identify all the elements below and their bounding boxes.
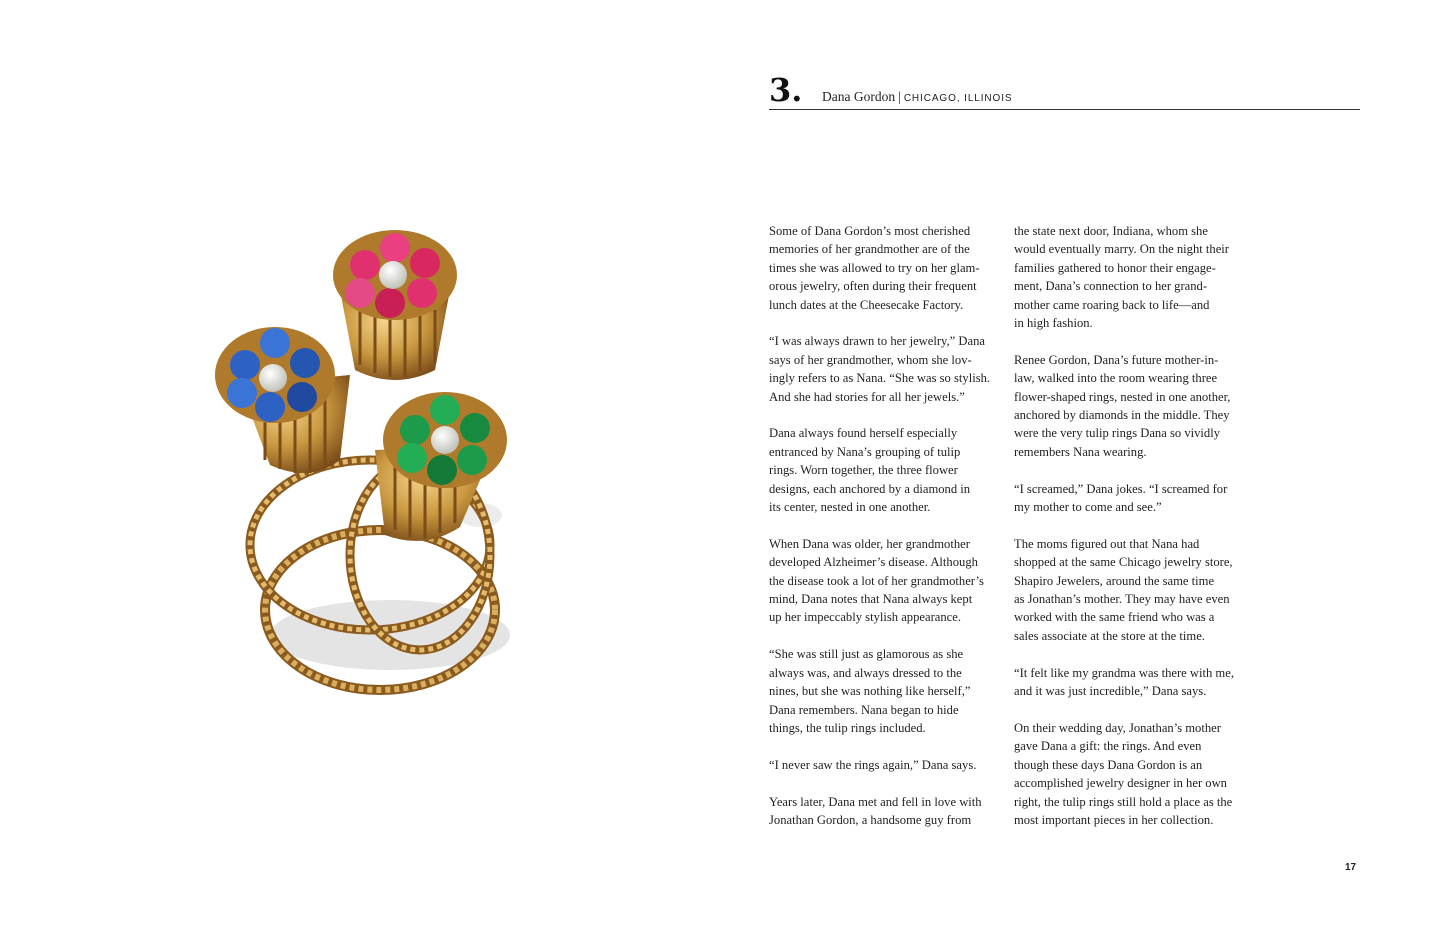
text-line: its center, nested in one another. [769,500,931,515]
text-line: Years later, Dana met and fell in love with [769,794,982,809]
text-line: law, walked into the room wearing three [1014,371,1218,386]
text-line: my mother to come and see.” [1014,500,1162,515]
text-line: things, the tulip rings included. [769,720,926,735]
text-line: The moms figured out that Nana had [1014,536,1200,551]
text-line: remembers Nana wearing. [1014,444,1147,459]
text-line: memories of her grandmother are of the [769,242,970,257]
text-line: Dana remembers. Nana began to hide [769,702,959,717]
text-line: Renee Gordon, Dana’s future mother-in- [1014,352,1219,367]
text-line: developed Alzheimer’s disease. Although [769,555,978,570]
text-line: ingly refers to as Nana. “She was so stylish. [769,371,991,386]
author-name: Dana Gordon [822,89,896,104]
paragraph [769,332,1001,406]
paragraph [1014,719,1246,829]
text-line: ment, Dana’s connection to her grand- [1014,279,1208,294]
sapphire-tulip-ring [215,327,350,473]
text-line: nines, but she was nothing like herself,” [769,684,971,699]
ruby-tulip-ring [333,230,457,380]
text-line: accomplished jewelry designer in her own [1014,776,1227,791]
paragraph [1014,351,1246,461]
text-line: sales associate at the store at the time. [1014,628,1205,643]
text-line: mother came roaring back to life—and [1014,297,1210,312]
text-line: designs, each anchored by a diamond in [769,481,971,496]
text-line: Jonathan Gordon, a handsome guy from [769,812,972,827]
text-line: gave Dana a gift: the rings. And even [1014,739,1202,754]
paragraph [769,535,1001,627]
text-line: “I screamed,” Dana jokes. “I screamed for [1014,481,1228,496]
text-line: the disease took a lot of her grandmother’s [769,573,984,588]
text-line: the state next door, Indiana, whom she [1014,224,1208,238]
page-number: 17 [1345,862,1357,873]
text-line: in high fashion. [1014,316,1093,331]
text-line: were the very tulip rings Dana so vividly [1014,426,1221,441]
text-line: entranced by Nana’s grouping of tulip [769,444,961,459]
text-line: And she had stories for all her jewels.” [769,389,965,404]
text-line: flower-shaped rings, nested in one another, [1014,389,1231,404]
paragraph [769,756,1001,774]
text-line: says of her grandmother, whom she lov- [769,352,972,367]
text-line: lunch dates at the Cheesecake Factory. [769,297,964,312]
text-line: though these days Dana Gordon is an [1014,757,1203,772]
paragraph [1014,480,1246,517]
text-line: mind, Dana notes that Nana always kept [769,592,973,607]
text-line: When Dana was older, her grandmother [769,536,970,551]
byline [822,88,1012,108]
text-line: worked with the same friend who was a [1014,610,1215,625]
text-line: “I never saw the rings again,” Dana says. [769,757,977,772]
article-header [769,72,1360,110]
text-line: “She was still just as glamorous as she [769,647,964,662]
text-line: times she was allowed to try on her glam- [769,260,980,275]
paragraph [1014,664,1246,701]
paragraph [1014,222,1246,332]
text-line: always was, and always dressed to the [769,665,962,680]
text-line: Some of Dana Gordon’s most cherished [769,224,971,238]
paragraph [1014,535,1246,645]
chapter-number: 3. [769,71,803,109]
paragraph [769,645,1001,737]
text-line: orous jewelry, often during their frequent [769,279,977,294]
text-line: anchored by diamonds in the middle. They [1014,408,1230,423]
text-line: as Jonathan’s mother. They may have even [1014,592,1230,607]
text-line: rings. Worn together, the three flower [769,463,958,478]
text-line: shopped at the same Chicago jewelry store, [1014,555,1233,570]
location: CHICAGO, ILLINOIS [903,93,1013,104]
text-line: families gathered to honor their engage- [1014,260,1216,275]
text-column-right [1014,222,1246,848]
text-line: “It felt like my grandma was there with me, [1014,665,1234,680]
text-line: Shapiro Jewelers, around the same time [1014,573,1215,588]
text-line: “I was always drawn to her jewelry,” Dana [769,334,985,349]
paragraph [769,222,1001,314]
text-line: up her impeccably stylish appearance. [769,610,961,625]
text-line: right, the tulip rings still hold a place as the [1014,794,1233,809]
paragraph [769,424,1001,516]
byline-separator: | [898,89,901,104]
paragraph [769,793,1001,830]
text-line: would eventually marry. On the night their [1014,242,1229,257]
text-column-left [769,222,1001,848]
text-line: Dana always found herself especially [769,426,958,441]
text-line: most important pieces in her collection. [1014,812,1214,827]
tulip-rings-photo [200,215,530,715]
text-line: and it was just incredible,” Dana says. [1014,684,1207,699]
text-line: On their wedding day, Jonathan’s mother [1014,720,1221,735]
